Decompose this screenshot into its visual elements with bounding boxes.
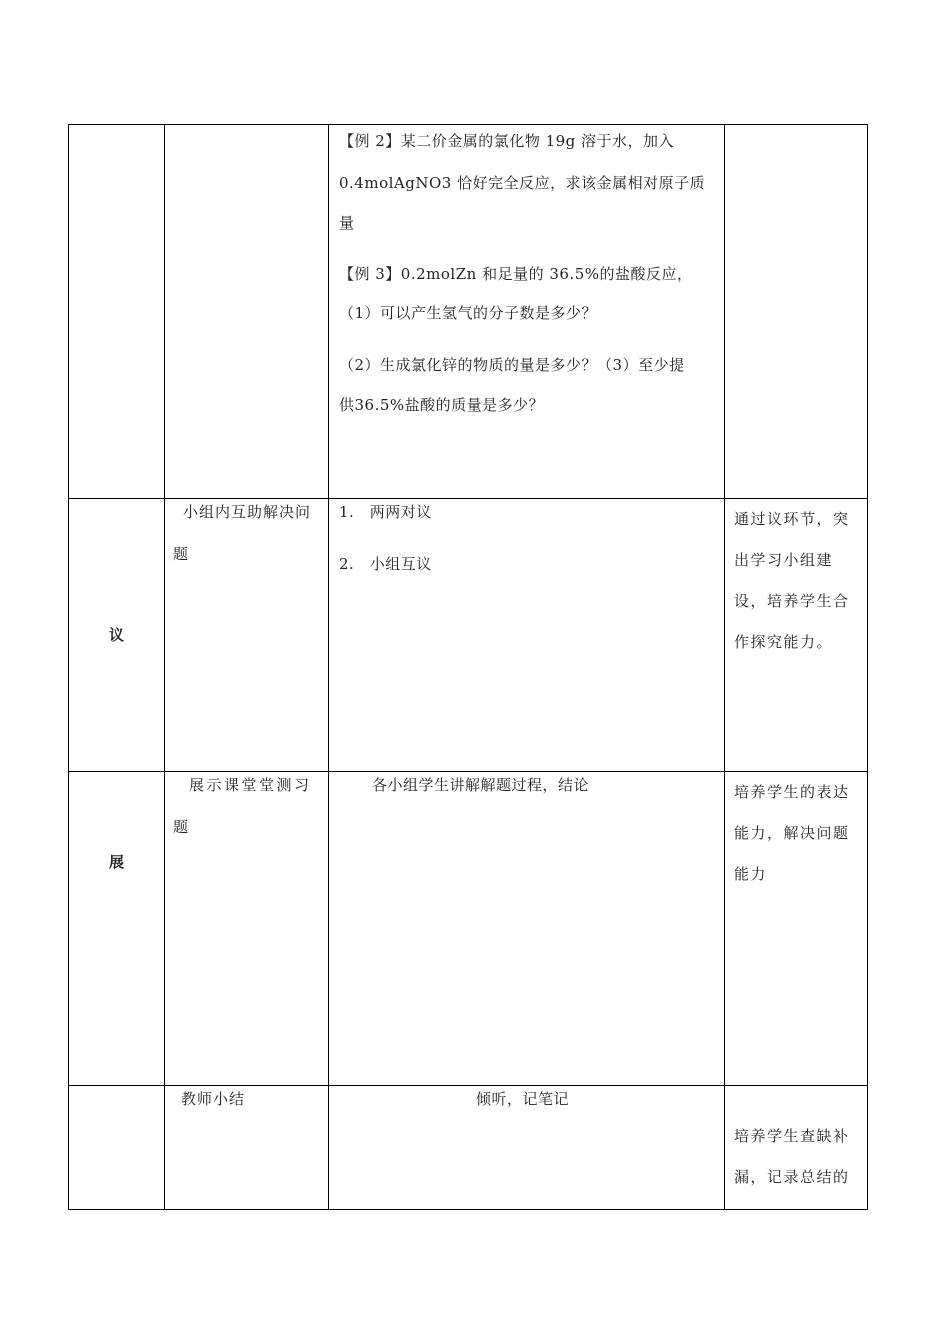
- content-line: 1. 两两对议: [339, 503, 432, 521]
- table-row: [69, 499, 868, 772]
- activity-cell: [165, 499, 329, 772]
- intent-line: 作探究能力。: [734, 633, 834, 651]
- table-row: [69, 772, 868, 1086]
- example-3-question-3: 供36.5%盐酸的质量是多少？: [339, 396, 545, 414]
- intent-cell: [725, 772, 868, 1086]
- intent-line: 能力，解决问题: [734, 824, 850, 842]
- table-row: [69, 1086, 868, 1210]
- intent-cell: [725, 125, 868, 499]
- intent-line: 通过议环节，突: [734, 510, 850, 528]
- intent-cell: [725, 499, 868, 772]
- intent-cell: [725, 1086, 868, 1210]
- example-2-line-3: 量: [339, 214, 355, 232]
- content-line: 2. 小组互议: [339, 555, 432, 573]
- example-2-line-2: 0.4molAgNO3 恰好完全反应，求该金属相对原子质: [339, 174, 706, 192]
- content-cell: [329, 772, 725, 1086]
- example-2-line-1: 【例 2】某二价金属的氯化物 19g 溶于水，加入: [339, 132, 675, 150]
- stage-cell: [69, 499, 165, 772]
- activity-line: 题: [173, 818, 191, 836]
- content-cell: [329, 125, 725, 499]
- content-cell: [329, 499, 725, 772]
- intent-line: 出学习小组建: [734, 551, 834, 569]
- content-line: 倾听，记笔记: [475, 1090, 569, 1108]
- content-line: 各小组学生讲解解题过程，结论: [372, 776, 590, 794]
- intent-line: 培养学生的表达: [734, 783, 850, 801]
- activity-cell: [165, 772, 329, 1086]
- example-3-question-1: （1）可以产生氢气的分子数是多少？: [339, 304, 598, 322]
- stage-cell: [69, 772, 165, 1086]
- stage-cell: [69, 125, 165, 499]
- table-row: [69, 125, 868, 499]
- intent-line: 能力: [734, 865, 768, 883]
- example-3-line-1: 【例 3】0.2molZn 和足量的 36.5%的盐酸反应，: [339, 265, 693, 283]
- lesson-plan-table: [68, 124, 868, 1210]
- stage-cell: [69, 1086, 165, 1210]
- activity-line: 题: [173, 545, 190, 563]
- stage-label-discuss: 议: [108, 626, 124, 644]
- intent-line: 设，培养学生合: [734, 592, 850, 610]
- content-cell: [329, 1086, 725, 1210]
- intent-line: 培养学生查缺补: [734, 1127, 850, 1145]
- intent-line: 漏，记录总结的: [734, 1168, 850, 1186]
- activity-line: 展示课堂堂测习: [189, 776, 312, 794]
- stage-label-present: 展: [108, 853, 124, 871]
- activity-cell: [165, 1086, 329, 1210]
- activity-cell: [165, 125, 329, 499]
- activity-line: 教师小结: [181, 1090, 246, 1108]
- activity-line: 小组内互助解决问: [183, 503, 312, 521]
- example-3-question-2: （2）生成氯化锌的物质的量是多少？（3）至少提: [339, 356, 685, 374]
